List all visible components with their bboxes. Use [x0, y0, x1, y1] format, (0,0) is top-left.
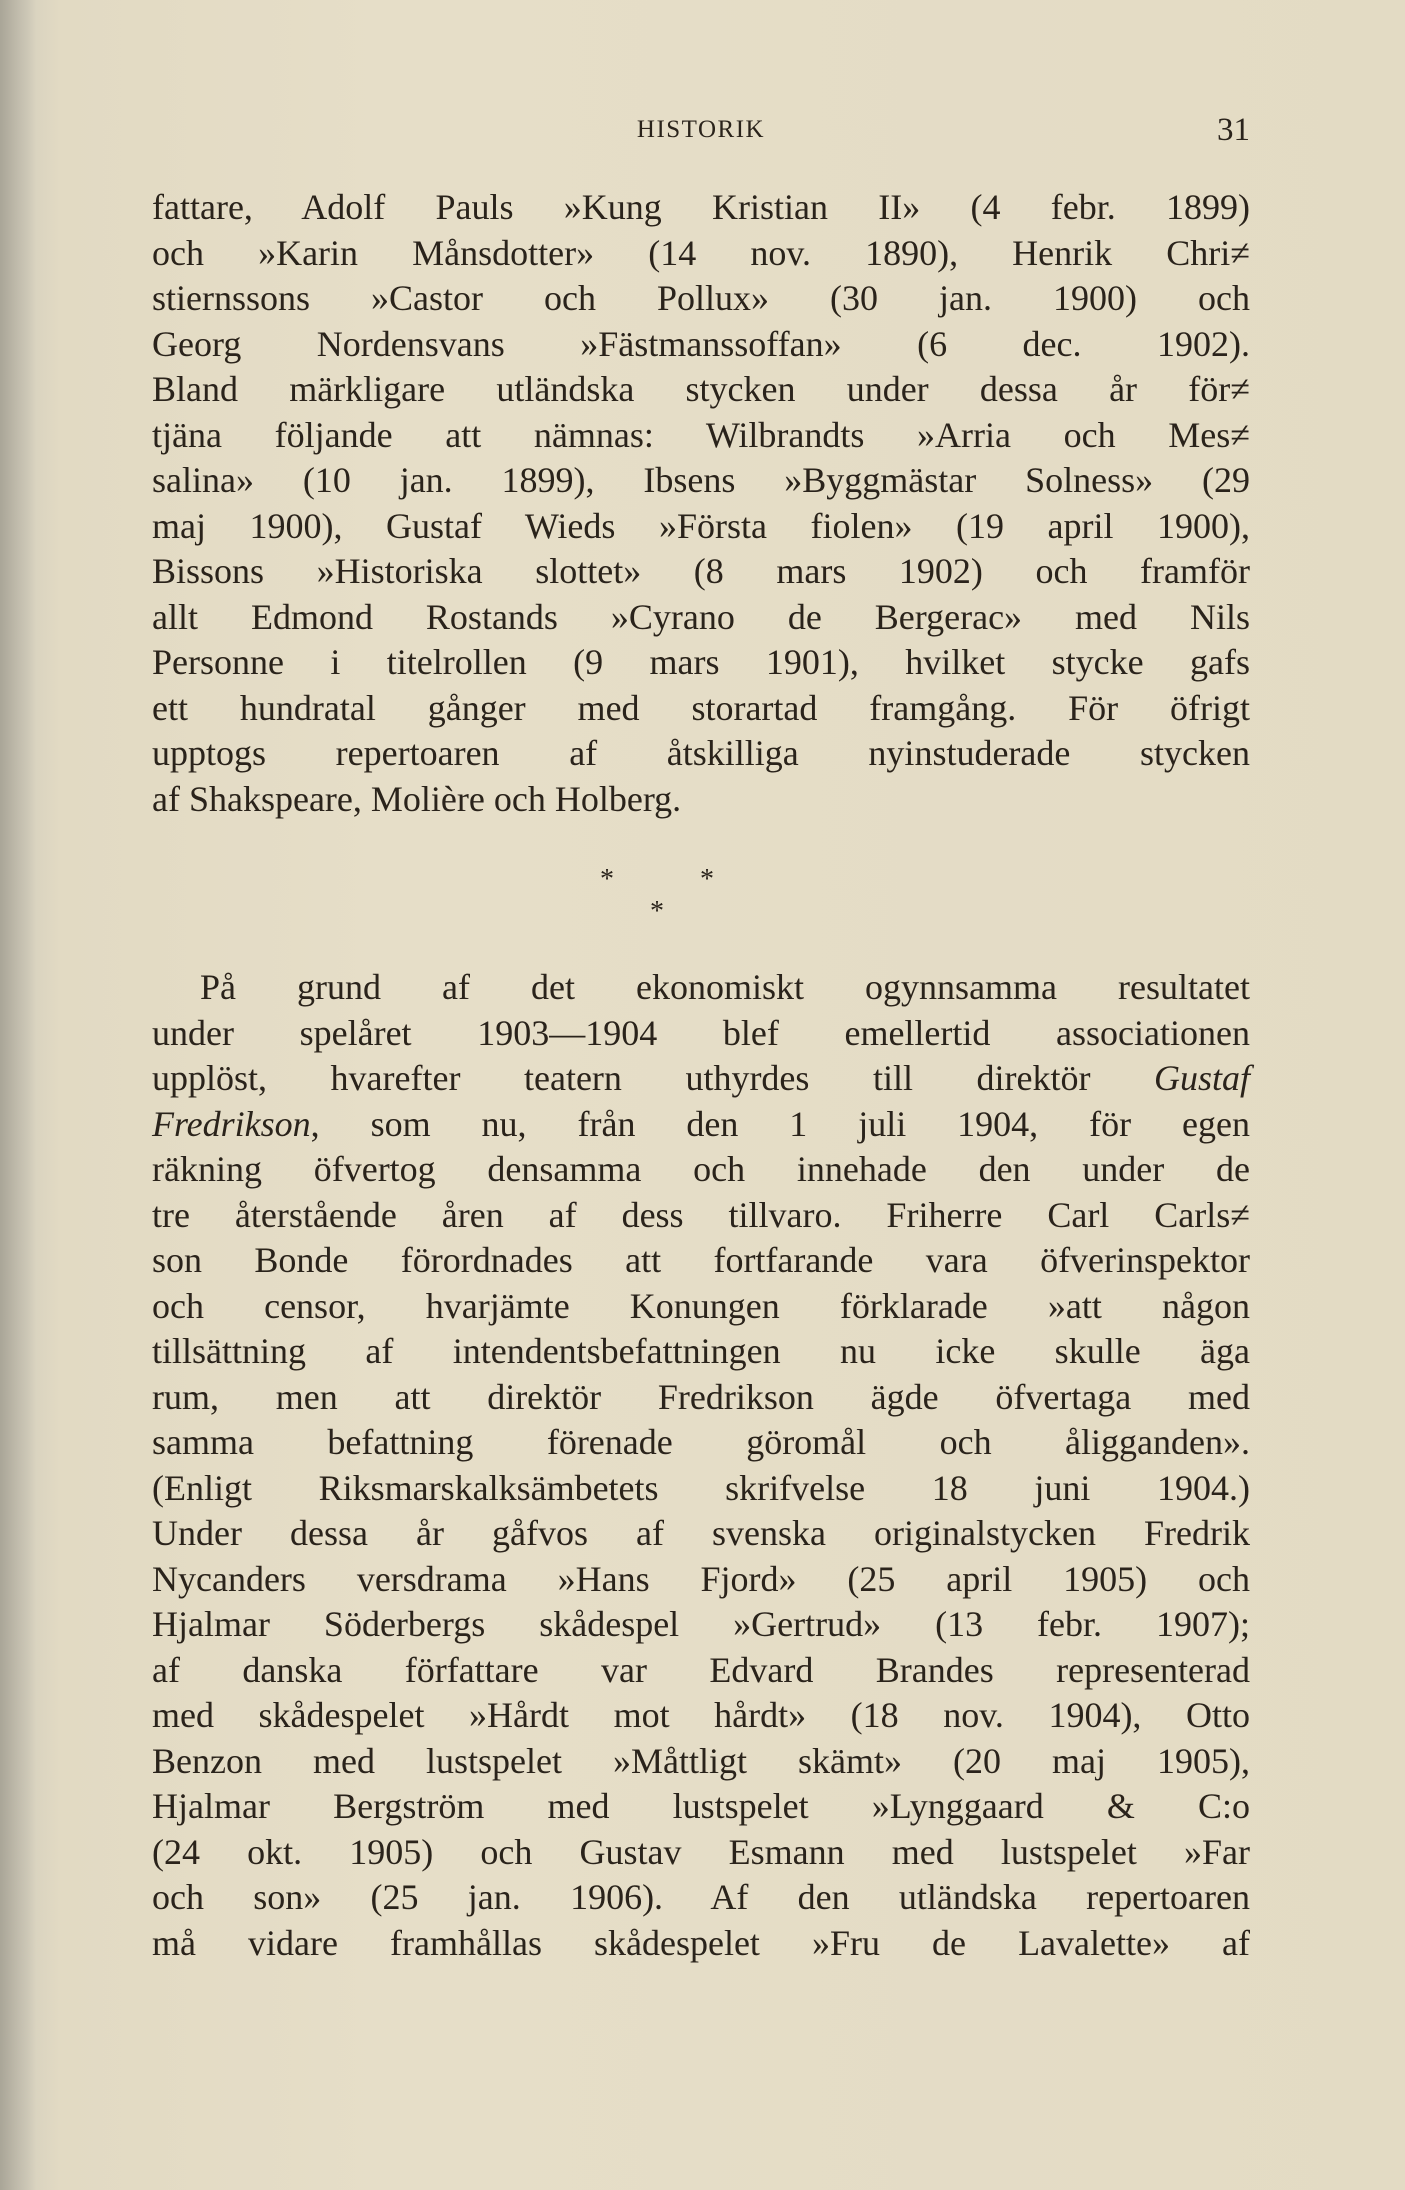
section-separator [560, 866, 800, 936]
text-line: På grund af det ekonomiskt ogynnsamma resultatet [200, 967, 1250, 1007]
text-line: (24 okt. 1905) och Gustav Esmann med lustspelet »Far [152, 1831, 1250, 1872]
text-line: af Shakspeare, Molière och Holberg. [152, 778, 682, 819]
separator-asterisk: * [650, 896, 664, 927]
text-line: ett hundratal gånger med storartad framgång. För öfrigt [152, 687, 1250, 728]
running-title: HISTORIK [636, 116, 766, 143]
text-segment: , som nu, från den 1 juli 1904, för egen [310, 1103, 1250, 1144]
text-line [152, 1056, 1250, 1102]
italic-name: Gustaf [1153, 1058, 1250, 1098]
text-line: och son» (25 jan. 1906). Af den utländska repertoaren [152, 1877, 1250, 1917]
text-line: Bissons »Historiska slottet» (8 mars 1902) och framför [152, 551, 1250, 591]
text-line: fattare, Adolf Pauls »Kung Kristian II» (4 febr. 1899) [152, 187, 1250, 227]
text-line: tjäna följande att nämnas: Wilbrandts »Arria och Mes≠ [152, 414, 1250, 455]
text-line: under spelåret 1903—1904 blef emellertid associationen [152, 1012, 1250, 1053]
text-line: och »Karin Månsdotter» (14 nov. 1890), Henrik Chri≠ [152, 232, 1250, 273]
text-line: samma befattning förenade göromål och åligganden». [152, 1422, 1250, 1462]
text-line [152, 1102, 1250, 1148]
running-head [152, 112, 1250, 152]
text-line: allt Edmond Rostands »Cyrano de Bergerac» med Nils [152, 596, 1250, 637]
paragraph-2 [152, 965, 1250, 1966]
text-line: Georg Nordensvans »Fästmanssoffan» (6 dec. 1902). [152, 323, 1250, 364]
text-line: upptogs repertoaren af åtskilliga nyinstuderade stycken [152, 733, 1250, 773]
text-line: salina» (10 jan. 1899), Ibsens »Byggmästar Solness» (29 [152, 460, 1250, 500]
italic-name: Fredrikson [152, 1103, 311, 1144]
separator-asterisk: * [600, 864, 614, 895]
text-segment: upplöst, hvarefter teatern uthyrdes till direktör [152, 1058, 1154, 1098]
text-line: maj 1900), Gustaf Wieds »Första fiolen» (19 april 1900), [152, 505, 1250, 546]
text-line: Bland märkligare utländska stycken under dessa år för≠ [152, 369, 1250, 409]
book-gutter [0, 0, 36, 2190]
text-line: med skådespelet »Hårdt mot hårdt» (18 nov. 1904), Otto [152, 1695, 1250, 1735]
paragraph-1 [152, 185, 1250, 822]
text-line: son Bonde förordnades att fortfarande vara öfverinspektor [152, 1240, 1250, 1280]
text-line: Nycanders versdrama »Hans Fjord» (25 april 1905) och [152, 1558, 1250, 1599]
text-line: Benzon med lustspelet »Måttligt skämt» (20 maj 1905), [152, 1740, 1250, 1781]
text-line: räkning öfvertog densamma och innehade den under de [152, 1149, 1250, 1189]
text-line: rum, men att direktör Fredrikson ägde öfvertaga med [152, 1376, 1250, 1417]
text-line: Personne i titelrollen (9 mars 1901), hvilket stycke gafs [152, 642, 1250, 682]
text-line: och censor, hvarjämte Konungen förklarade »att någon [152, 1285, 1250, 1326]
text-line: tillsättning af intendentsbefattningen nu icke skulle äga [152, 1331, 1250, 1371]
text-line: Hjalmar Söderbergs skådespel »Gertrud» (13 febr. 1907); [152, 1604, 1250, 1644]
page-number: 31 [1217, 112, 1250, 148]
text-line: af danska författare var Edvard Brandes representerad [152, 1649, 1250, 1690]
text-line: Hjalmar Bergström med lustspelet »Lynggaard & C:o [152, 1786, 1250, 1826]
text-line: stiernssons »Castor och Pollux» (30 jan. 1900) och [152, 278, 1250, 318]
separator-asterisk: * [700, 864, 714, 895]
text-line: Under dessa år gåfvos af svenska originalstycken Fredrik [152, 1513, 1250, 1553]
text-line: (Enligt Riksmarskalksämbetets skrifvelse 18 juni 1904.) [152, 1467, 1250, 1508]
text-line: tre återstående åren af dess tillvaro. Friherre Carl Carls≠ [152, 1194, 1250, 1235]
text-line: må vidare framhållas skådespelet »Fru de Lavalette» af [152, 1922, 1250, 1963]
